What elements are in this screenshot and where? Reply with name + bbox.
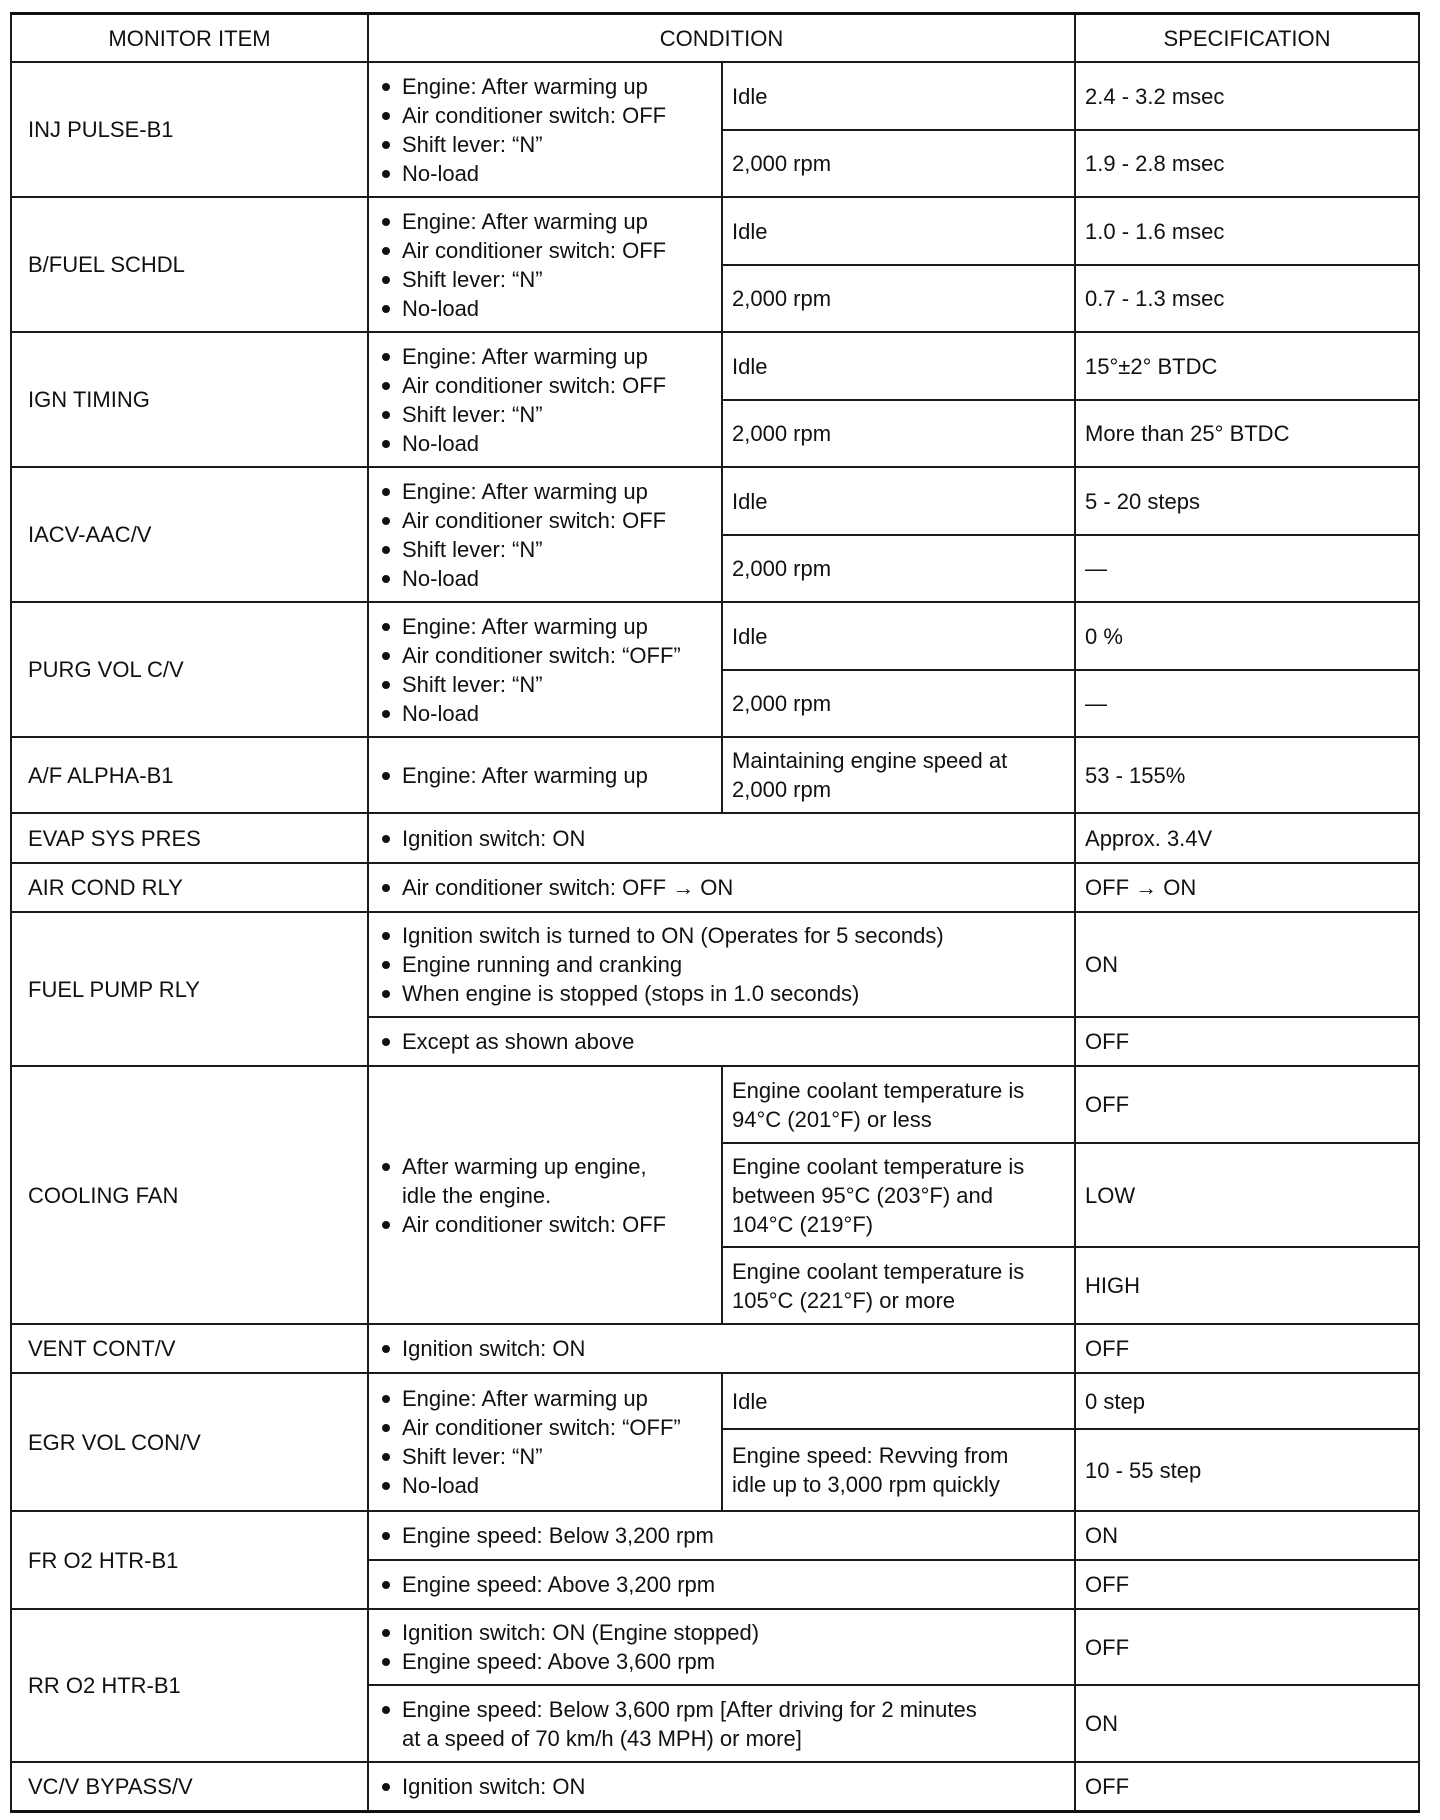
condition-bullet: Engine speed: Above 3,600 rpm [378, 1647, 1066, 1676]
condition-bullet: Ignition switch: ON (Engine stopped) [378, 1618, 1066, 1647]
monitor-item: VENT CONT/V [11, 1324, 368, 1373]
monitor-item: INJ PULSE-B1 [11, 62, 368, 197]
specification-value: — [1075, 535, 1419, 602]
sub-condition-line: Engine speed: Revving from [732, 1443, 1009, 1468]
monitor-item: EVAP SYS PRES [11, 813, 368, 863]
condition-bullet: No-load [378, 159, 713, 188]
table-row [11, 1762, 1419, 1811]
condition-list [368, 1373, 722, 1511]
sub-condition: 2,000 rpm [722, 670, 1075, 737]
condition-bullet: No-load [378, 429, 713, 458]
monitor-item: VC/V BYPASS/V [11, 1762, 368, 1811]
monitor-item: A/F ALPHA-B1 [11, 737, 368, 813]
specification-value: 0 step [1075, 1373, 1419, 1429]
sub-condition: Idle [722, 197, 1075, 265]
table-row [11, 1373, 1419, 1429]
specification-value: ON [1075, 1511, 1419, 1560]
condition-bullet: Engine: After warming up [378, 477, 713, 506]
condition-bullet: Air conditioner switch: OFF → ON [378, 873, 1066, 902]
specification-value: HIGH [1075, 1247, 1419, 1324]
condition-bullet: Shift lever: “N” [378, 535, 713, 564]
specification-value: OFF [1075, 1324, 1419, 1373]
condition-bullet: Air conditioner switch: OFF [378, 506, 713, 535]
condition-bullet: Shift lever: “N” [378, 400, 713, 429]
specification-value: ON [1075, 1685, 1419, 1762]
specification-value: 1.0 - 1.6 msec [1075, 197, 1419, 265]
specification-value: OFF [1075, 1609, 1419, 1685]
sub-condition: Idle [722, 62, 1075, 130]
table-row [11, 62, 1419, 130]
monitor-item: IACV-AAC/V [11, 467, 368, 602]
condition-list [368, 912, 1075, 1017]
condition-line: idle the engine. [402, 1182, 552, 1208]
condition-list [368, 1560, 1075, 1609]
table-row [11, 912, 1419, 1017]
sub-condition-line: Engine coolant temperature is [732, 1258, 1025, 1284]
monitor-item: AIR COND RLY [11, 863, 368, 912]
condition-list [368, 1511, 1075, 1560]
condition-list [368, 1762, 1075, 1811]
specification-value: Approx. 3.4V [1075, 813, 1419, 863]
sub-condition: 2,000 rpm [722, 265, 1075, 332]
condition-list [368, 863, 1075, 912]
sub-condition-line: Engine coolant temperature is [732, 1077, 1025, 1103]
sub-condition-line: between 95°C (203°F) and [732, 1182, 993, 1208]
condition-bullet: No-load [378, 294, 713, 323]
monitor-spec-table [10, 12, 1420, 1813]
table-row [11, 197, 1419, 265]
header-condition: CONDITION [368, 14, 1075, 63]
condition-line: After warming up engine, [402, 1153, 647, 1179]
condition-bullet: Engine running and cranking [378, 950, 1066, 979]
specification-value: 0 % [1075, 602, 1419, 670]
sub-condition: Idle [722, 1373, 1075, 1429]
table-row [11, 863, 1419, 912]
condition-line: Engine speed: Below 3,600 rpm [After driving for 2 minutes [402, 1696, 977, 1722]
condition-bullet: Shift lever: “N” [378, 130, 713, 159]
sub-condition: 2,000 rpm [722, 400, 1075, 467]
specification-value: 5 - 20 steps [1075, 467, 1419, 535]
sub-condition: 2,000 rpm [722, 535, 1075, 602]
sub-condition: Idle [722, 332, 1075, 400]
condition-list [368, 62, 722, 197]
condition-bullet: Ignition switch is turned to ON (Operates for 5 seconds) [378, 921, 1066, 950]
condition-bullet: Engine: After warming up [378, 207, 713, 236]
condition-bullet: Ignition switch: ON [378, 824, 1066, 853]
table-row [11, 467, 1419, 535]
specification-value: LOW [1075, 1143, 1419, 1247]
monitor-item: FR O2 HTR-B1 [11, 1511, 368, 1609]
table-row [11, 1324, 1419, 1373]
condition-bullet: Ignition switch: ON [378, 1772, 1066, 1801]
condition-bullet: When engine is stopped (stops in 1.0 seconds) [378, 979, 1066, 1008]
condition-list [368, 602, 722, 737]
condition-bullet: No-load [378, 564, 713, 593]
specification-value: 2.4 - 3.2 msec [1075, 62, 1419, 130]
sub-condition [722, 1143, 1075, 1247]
table-row [11, 813, 1419, 863]
condition-bullet: Shift lever: “N” [378, 670, 713, 699]
condition-bullet: Ignition switch: ON [378, 1334, 1066, 1363]
condition-bullet: Engine speed: Above 3,200 rpm [378, 1570, 1066, 1599]
sub-condition-line: idle up to 3,000 rpm quickly [732, 1472, 1000, 1497]
specification-value: OFF [1075, 1017, 1419, 1066]
condition-bullet: Shift lever: “N” [378, 1442, 713, 1471]
monitor-item: COOLING FAN [11, 1066, 368, 1324]
condition-bullet: Engine: After warming up [378, 1384, 713, 1413]
specification-value: OFF [1075, 1560, 1419, 1609]
specification-value: OFF [1075, 1762, 1419, 1811]
header-monitor-item: MONITOR ITEM [11, 14, 368, 63]
sub-condition [722, 737, 1075, 813]
sub-condition [722, 1429, 1075, 1511]
header-specification: SPECIFICATION [1075, 14, 1419, 63]
monitor-item: FUEL PUMP RLY [11, 912, 368, 1066]
condition-bullet: Except as shown above [378, 1027, 1066, 1056]
table-row [11, 1066, 1419, 1143]
spec-document [10, 12, 1418, 1813]
monitor-item: PURG VOL C/V [11, 602, 368, 737]
condition-bullet: Engine: After warming up [378, 761, 713, 790]
specification-value: OFF [1075, 1066, 1419, 1143]
monitor-item: B/FUEL SCHDL [11, 197, 368, 332]
condition-bullet: Air conditioner switch: OFF [378, 101, 713, 130]
monitor-item: EGR VOL CON/V [11, 1373, 368, 1511]
monitor-item: RR O2 HTR-B1 [11, 1609, 368, 1762]
sub-condition-line: 94°C (201°F) or less [732, 1106, 932, 1132]
sub-condition-line: Maintaining engine speed at [732, 748, 1008, 773]
condition-bullet: Engine: After warming up [378, 72, 713, 101]
condition-bullet: No-load [378, 1471, 713, 1500]
specification-value: 1.9 - 2.8 msec [1075, 130, 1419, 197]
sub-condition-line: 105°C (221°F) or more [732, 1287, 956, 1313]
table-row [11, 602, 1419, 670]
sub-condition-line: Engine coolant temperature is [732, 1153, 1025, 1179]
condition-bullet: Engine: After warming up [378, 342, 713, 371]
condition-line: at a speed of 70 km/h (43 MPH) or more] [402, 1725, 802, 1751]
table-row [11, 1511, 1419, 1560]
condition-list [368, 1017, 1075, 1066]
specification-value: OFF → ON [1075, 863, 1419, 912]
table-row [11, 1609, 1419, 1685]
table-row [11, 737, 1419, 813]
header-row [11, 14, 1419, 63]
specification-value: ON [1075, 912, 1419, 1017]
specification-value: — [1075, 670, 1419, 737]
condition-bullet: Shift lever: “N” [378, 265, 713, 294]
condition-list [368, 1066, 722, 1324]
condition-bullet: Engine speed: Below 3,200 rpm [378, 1521, 1066, 1550]
condition-bullet: Air conditioner switch: OFF [378, 1210, 713, 1239]
sub-condition [722, 1247, 1075, 1324]
sub-condition [722, 1066, 1075, 1143]
sub-condition: 2,000 rpm [722, 130, 1075, 197]
sub-condition-line: 104°C (219°F) [732, 1211, 874, 1237]
condition-bullet: Engine: After warming up [378, 612, 713, 641]
condition-list [368, 332, 722, 467]
condition-bullet [378, 1152, 713, 1210]
sub-condition: Idle [722, 467, 1075, 535]
specification-value: 53 - 155% [1075, 737, 1419, 813]
condition-list [368, 813, 1075, 863]
condition-bullet [378, 1695, 1066, 1753]
specification-value: More than 25° BTDC [1075, 400, 1419, 467]
condition-list [368, 467, 722, 602]
condition-list [368, 1324, 1075, 1373]
condition-bullet: Air conditioner switch: “OFF” [378, 1413, 713, 1442]
specification-value: 15°±2° BTDC [1075, 332, 1419, 400]
condition-list [368, 737, 722, 813]
specification-value: 10 - 55 step [1075, 1429, 1419, 1511]
condition-list [368, 1685, 1075, 1762]
condition-bullet: Air conditioner switch: “OFF” [378, 641, 713, 670]
condition-bullet: Air conditioner switch: OFF [378, 236, 713, 265]
sub-condition: Idle [722, 602, 1075, 670]
condition-bullet: Air conditioner switch: OFF [378, 371, 713, 400]
condition-bullet: No-load [378, 699, 713, 728]
monitor-item: IGN TIMING [11, 332, 368, 467]
table-row [11, 332, 1419, 400]
sub-condition-line: 2,000 rpm [732, 777, 832, 802]
condition-list [368, 197, 722, 332]
specification-value: 0.7 - 1.3 msec [1075, 265, 1419, 332]
condition-list [368, 1609, 1075, 1685]
